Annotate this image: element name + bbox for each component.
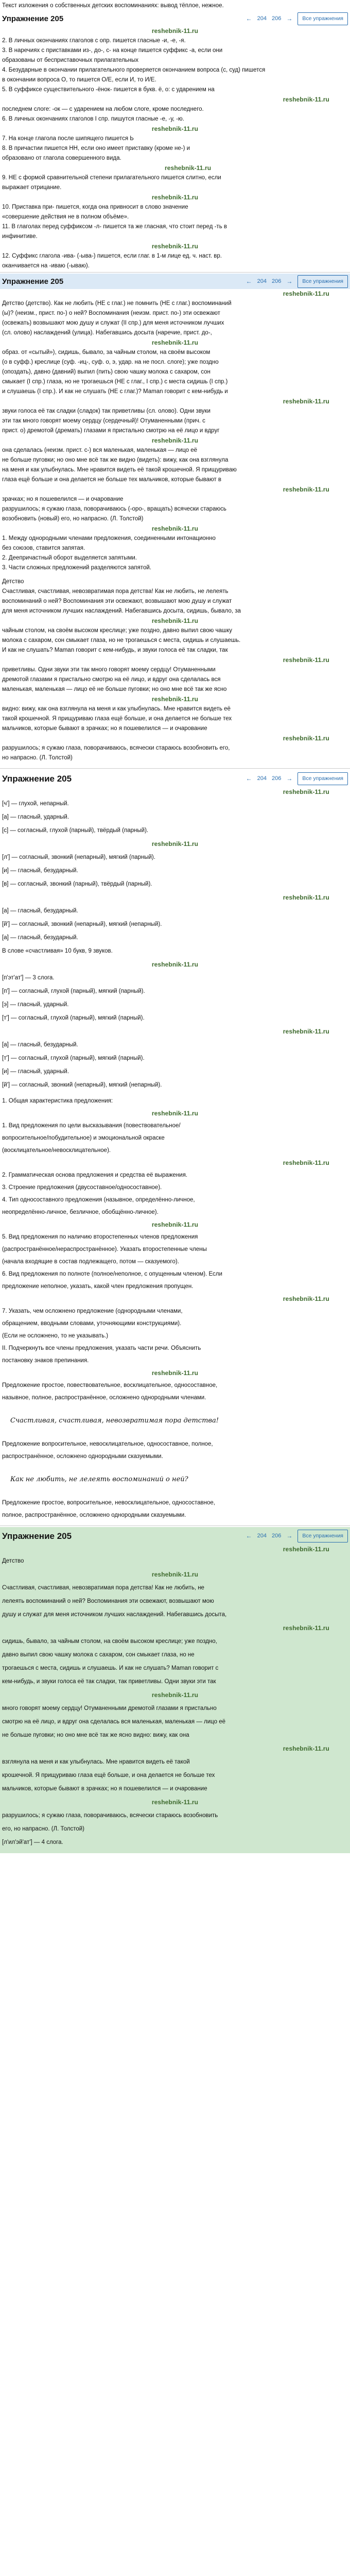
next-arrow-icon[interactable]: → — [286, 14, 293, 22]
watermark: reshebnik-11.ru — [283, 788, 329, 795]
text-line: (ы)? (неизм., прист. по-) о ней? Воспоминания (неизм. прист. по-) эти освежают — [2, 310, 220, 316]
watermark: reshebnik-11.ru — [151, 339, 199, 346]
text-line: [а] — гласный, ударный. — [2, 814, 69, 820]
watermark: reshebnik-11.ru — [283, 1624, 329, 1632]
text-line: [а] — гласный, безударный. — [2, 935, 78, 941]
text-line: не больше пуговки; но оно мне всё так же видно (видеть): вижу, как она взглянула — [2, 457, 229, 463]
text-line: она сделалась (неизм. прист. с-) вся маленькая, маленькая — лицо её — [2, 447, 198, 453]
watermark: reshebnik-11.ru — [283, 486, 329, 493]
text-line: (начала входящие в состав подлежащего, потом — сказуемого). — [2, 1259, 179, 1265]
text-line: мальчиков, которые бывают в зрачках; но я пошевелился — и очарование — [2, 1786, 207, 1792]
text-line: и слушаешь (I спр.). И как не слушать (НЕ с глаг.)? Маman говорит с кем-нибудь и — [2, 388, 228, 395]
watermark: reshebnik-11.ru — [151, 840, 199, 848]
text-line: 12. Суффикс глагола -ива- (-ыва-) пишется, если глаг. в 1-м лице ед. ч. наст. вр. — [2, 253, 222, 259]
text-line: 2. Деепричастный оборот выделяется запятыми. — [2, 555, 137, 561]
text-line: [й'] — согласный, звонкий (непарный), мягкий (непарный). — [2, 1082, 162, 1088]
text-line: крошечной. Я прищуриваю глаза ещё больше, и она делается не больше тех — [2, 1772, 215, 1778]
text-line: приветливы. Одни звуки эти так много говорят моему сердцу! Отуманенными — [2, 667, 216, 673]
text-line: 2. В личных окончаниях глаголов с опр. пишется гласные -и, -е, -я. — [2, 38, 186, 44]
text-line: образ. от «сытый»), сидишь, бывало, за чайным столом, на своём высоком — [2, 349, 211, 355]
text-line: выражает отрицание. — [2, 184, 62, 191]
text-line: 3. Части сложных предложений разделяются запятой. — [2, 565, 151, 571]
watermark: reshebnik-11.ru — [283, 290, 329, 297]
all-exercises-button[interactable]: Все упражнения — [297, 772, 348, 785]
divider — [0, 768, 350, 769]
prev-arrow-icon[interactable]: ← — [246, 1532, 252, 1539]
watermark: reshebnik-11.ru — [151, 961, 199, 968]
text-line: [и] — гласный, ударный. — [2, 1069, 69, 1075]
watermark: reshebnik-11.ru — [151, 1571, 199, 1578]
text-line: Счастливая, счастливая, невозвратимая пора детства! Как не любить, не лелеять — [2, 588, 229, 595]
watermark: reshebnik-11.ru — [283, 1745, 329, 1752]
section-title: Детство — [2, 1558, 24, 1564]
text-line: глаза ещё больше и она делается не больше тех мальчиков, которые бывают в — [2, 477, 221, 483]
text-line: взглянула на меня и как улыбнулась. Мне нравится видеть её такой — [2, 1759, 190, 1765]
watermark: reshebnik-11.ru — [151, 1369, 199, 1377]
exercise-title: Упражнение 205 — [2, 773, 72, 784]
text-line: воспоминаний о ней? Воспоминания эти освежают, возвышают мою душу и служат — [2, 598, 232, 604]
text-line: предложение неполное, указать, какой член предложения пропущен. — [2, 1283, 194, 1290]
next-arrow-icon[interactable]: → — [286, 277, 293, 285]
text-line: полное, распространённое, осложнено однородными сказуемыми. — [2, 1512, 186, 1518]
text-line: 6. Вид предложения по полноте (полное/неполное, с опущенным членом). Если — [2, 1271, 222, 1277]
text-line: (распространённое/нераспространённое). Указать второстепенные члены — [2, 1246, 207, 1252]
text-line: зрачках; но я пошевелился — и очарование — [2, 496, 124, 502]
text-line: оканчивается на -иваю (-ываю). — [2, 263, 90, 269]
text-line: его, но напрасно. (Л. Толстой) — [2, 1826, 85, 1832]
text-line: [т'] — согласный, глухой (парный), мягкий (парный). — [2, 1015, 145, 1021]
syntax-analysis — [0, 1095, 350, 1521]
rules-list — [0, 36, 350, 271]
prev-link[interactable]: 204 — [257, 278, 267, 284]
watermark: reshebnik-11.ru — [151, 1799, 199, 1806]
text-line: [п'эт'ат'] — 3 слога. — [2, 975, 55, 981]
exercise-title: Упражнение 205 — [2, 1531, 72, 1541]
text-line: кем-нибудь, и звуки голоса её так сладки, так приветливы. Одни звуки эти так — [2, 1679, 216, 1685]
text-line: Счастливая, счастливая, невозвратимая пора детства! Как не любить, не — [2, 1585, 204, 1591]
text-line: 11. В глаголах перед суффиксом -л- пишется та же гласная, что стоит перед -ть в — [2, 224, 227, 230]
text-line: трогаешься с места, сидишь и слушаешь. И как не слушать? Maman говорит с — [2, 1665, 219, 1671]
text-line: лелеять воспоминаний о ней? Воспоминания эти освежают, возвышают мою — [2, 1598, 214, 1604]
text-line: (о в суфф.) креслице (суф. -иц-, суф. о, э, удар. на не посл. слоге); уже поздно — [2, 359, 219, 365]
text-line: инфинитиве. — [2, 233, 38, 240]
text-line: 3. В наречиях с приставками из-, до-, с- на конце пишется суффикс -а, если они — [2, 47, 223, 54]
childhood-text — [0, 577, 350, 763]
sentence-scheme: Как не любить, не лелеять воспоминаний о ней? — [10, 1476, 188, 1483]
text-line: звуки голоса её так сладки (сладок) так приветливы (сл. олово). Одни звуки — [2, 408, 211, 414]
watermark: reshebnik-11.ru — [151, 696, 199, 703]
phonetic-analysis — [0, 797, 350, 1092]
watermark: reshebnik-11.ru — [283, 735, 329, 742]
watermark: reshebnik-11.ru — [151, 1221, 199, 1228]
exercise-header — [0, 770, 350, 787]
text-line: [в] — согласный, звонкий (парный), твёрдый (парный). — [2, 881, 152, 887]
text-line: [ч'] — глухой, непарный. — [2, 801, 69, 807]
text-line: [э] — гласный, ударный. — [2, 1002, 69, 1008]
text-line: Предложение простое, повествовательное, восклицательное, односоставное, — [2, 1382, 218, 1388]
text-line: 6. В личных окончаниях глаголов I спр. пишутся гласные -е, -у, -ю. — [2, 116, 184, 122]
next-link[interactable]: 206 — [272, 1532, 282, 1539]
text-line: мальчиков, которые бывают в зрачках; но я пошевелился — и очарование — [2, 725, 207, 732]
text-line: молока с сахаром, сон смыкает глаза, но не трогаешься с места, сидишь и слушаешь. — [2, 637, 241, 643]
text-line: смотрю на её лицо, и вдруг она сделалась вся маленькая, маленькая — лицо её — [2, 1719, 225, 1725]
text-line: [п'] — согласный, глухой (парный), мягкий (парный). — [2, 988, 145, 994]
text-line: неопределённо-личное, безличное, обобщённо-личное). — [2, 1209, 159, 1215]
prev-link[interactable]: 204 — [257, 775, 267, 782]
text-line: 10. Приставка при- пишется, когда она привносит в слово значение — [2, 204, 188, 210]
watermark: reshebnik-11.ru — [283, 1159, 329, 1166]
text-line: без союзов, ставится запятая. — [2, 545, 85, 551]
next-arrow-icon[interactable]: → — [286, 1532, 293, 1539]
next-arrow-icon[interactable]: → — [286, 774, 293, 782]
sentence-scheme: Счастливая, счастливая, невозвратимая пора детства! — [10, 1417, 219, 1425]
text-line: [а] — гласный, безударный. — [2, 908, 78, 914]
text-line: но напрасно. (Л. Толстой) — [2, 755, 73, 761]
watermark: reshebnik-11.ru — [151, 437, 199, 444]
exercise-title: Упражнение 205 — [2, 14, 64, 23]
all-exercises-button[interactable]: Все упражнения — [297, 12, 348, 25]
text-line: 3. Строение предложения (двусоставное/односоставное). — [2, 1184, 162, 1191]
all-exercises-button[interactable]: Все упражнения — [297, 1530, 348, 1543]
watermark: reshebnik-11.ru — [283, 1546, 329, 1553]
text-line: распространённое, осложнено однородными сказуемыми. — [2, 1453, 163, 1460]
text-line: «совершение действия не в полном объёме». — [2, 214, 129, 220]
text-line: 7. На конце глагола после шипящего пишется Ь — [2, 135, 134, 142]
watermark: reshebnik-11.ru — [283, 894, 329, 901]
text-line: [с] — согласный, глухой (парный), твёрдый (парный). — [2, 827, 149, 834]
text-line: такой крошечной. Я прищуриваю глаза ещё больше, и она делается не больше тех — [2, 716, 232, 722]
next-link[interactable]: 206 — [272, 15, 282, 22]
text-line: разрушилось; я сужаю глаза, поворачиваюсь (-оро-, вращать) всячески стараюсь — [2, 506, 226, 512]
prev-link[interactable]: 204 — [257, 15, 267, 22]
text-line: постановку знаков препинания. — [2, 1358, 89, 1364]
watermark: reshebnik-11.ru — [151, 27, 199, 35]
text-line: 5. Вид предложения по наличию второстепенных членов предложения — [2, 1234, 198, 1240]
text-line: Предложение простое, вопросительное, невосклицательное, односоставное, — [2, 1500, 216, 1506]
watermark: reshebnik-11.ru — [151, 1691, 199, 1699]
final-text — [0, 1554, 350, 1853]
text-line: вопросительное/побудительное) и эмоциональной окраске — [2, 1135, 165, 1141]
text-line: 5. В суффиксе существительного -ёнок- пишется в букв. ё, о: с ударением на — [2, 87, 215, 93]
exercise-header — [0, 274, 350, 289]
all-exercises-button[interactable]: Все упражнения — [297, 275, 348, 288]
text-line: чайным столом, на своём высоком креслице; уже поздно, давно выпил свою чашку — [2, 628, 232, 634]
watermark: reshebnik-11.ru — [151, 617, 199, 624]
text-line: 2. Грамматическая основа предложения и средства её выражения. — [2, 1172, 188, 1178]
text-line: В слове «счастливая» 10 букв, 9 звуков. — [2, 948, 113, 954]
text-line: давно выпил свою чашку молока с сахаром, сон смыкает глаза, но не — [2, 1652, 195, 1658]
prev-arrow-icon[interactable]: ← — [246, 774, 252, 782]
exercise-nav — [246, 1530, 348, 1543]
text-line: И как не слушать? Maman говорит с кем-нибудь, и звуки голоса её так сладки, так — [2, 647, 228, 653]
text-line: сидишь, бывало, за чайным столом, на своём высоком креслице; уже поздно, — [2, 1638, 217, 1645]
text-line: Предложение вопросительное, невосклицательное, односоставное, полное, — [2, 1441, 213, 1447]
text-line: [л'ил'эй'ат'] — 4 слога. — [2, 1839, 63, 1845]
watermark: reshebnik-11.ru — [165, 164, 212, 172]
text-line: возобновить (новый) его, но напрасно. (Л. Толстой) — [2, 516, 144, 522]
text-line: [т'] — согласный, глухой (парный), мягкий (парный). — [2, 1055, 145, 1061]
exercise-nav — [246, 12, 348, 25]
text-line: (восклицательное/невосклицательное). — [2, 1147, 111, 1154]
text-line: назывное, полное, распространённое, осложнено однородными членами. — [2, 1395, 206, 1401]
watermark: reshebnik-11.ru — [151, 1110, 199, 1117]
top-section — [0, 0, 350, 11]
text-line: 4. Безударные в окончании прилагательного проверяется окончанием вопроса (с, суд) пишется — [2, 67, 266, 73]
analysis-text — [0, 299, 350, 573]
exercise-nav — [246, 772, 348, 785]
text-line: (Если не осложнено, то не указывать.) — [2, 1333, 109, 1339]
text-line: [а] — гласный, безударный. — [2, 1042, 78, 1048]
text-line: (освежать) возвышают мою душу и служат (II спр.) для меня источником лучших — [2, 320, 224, 326]
section-title: Детство — [2, 579, 24, 585]
text-line: много говорят моему сердцу! Отуманенными дремотой глазами я пристально — [2, 1705, 217, 1711]
watermark: reshebnik-11.ru — [151, 194, 199, 201]
watermark: reshebnik-11.ru — [283, 96, 329, 103]
text-line: 1. Вид предложения по цели высказывания (повествовательное/ — [2, 1123, 181, 1129]
text-line: прист. о) дремотой (дремать) глазами я пристально смотрю на её лицо и вдруг — [2, 428, 220, 434]
text-line: для меня источником лучших наслаждений. Набегавшись досыта, сидишь, бывало, за — [2, 608, 241, 614]
text-line: [й'] — согласный, звонкий (непарный), мягкий (непарный). — [2, 921, 162, 927]
exercise-header — [0, 1527, 350, 1545]
watermark: reshebnik-11.ru — [151, 125, 199, 132]
text-line: не больше пуговки; но оно мне всё так же ясно видно: вижу, как она — [2, 1732, 189, 1738]
text-line: видно: вижу, как она взглянула на меня и как улыбнулась. Мне нравится видеть её — [2, 706, 231, 712]
text-line: [и] — гласный, безударный. — [2, 868, 78, 874]
text-line: Текст изложения о собственных детских воспоминаниях: вывод тёплое, нежное. — [2, 3, 224, 9]
text-line: в окончании вопроса О, то пишется О/Е, если И, то И/Е. — [2, 77, 156, 83]
prev-link[interactable]: 204 — [257, 1532, 267, 1539]
text-line: II. Подчеркнуть все члены предложения, указать части речи. Объяснить — [2, 1345, 201, 1351]
text-line: 7. Указать, чем осложнено предложение (однородными членами, — [2, 1308, 183, 1314]
text-line: (опоздать), давно (давний) выпил (пить) свою чашку молока с сахаром, сон — [2, 369, 211, 375]
watermark: reshebnik-11.ru — [283, 1028, 329, 1035]
text-line: обращением, вводными словами, уточняющими конструкциями). — [2, 1320, 182, 1327]
next-link[interactable]: 206 — [272, 278, 282, 284]
text-line: Детство (детство). Как не любить (НЕ с глаг.) не помнить (НЕ с глаг.) воспоминаний — [2, 300, 232, 307]
watermark: reshebnik-11.ru — [283, 1295, 329, 1302]
text-line: образовано от глагола совершенного вида. — [2, 155, 121, 161]
exercise-title: Упражнение 205 — [2, 277, 64, 286]
text-line: разрушилось; я сужаю глаза, поворачиваюсь, всячески стараюсь возобновить — [2, 1812, 218, 1819]
text-line: маленькая, маленькая — лицо её не больше пуговки; но оно мне всё так же ясно — [2, 686, 227, 692]
watermark: reshebnik-11.ru — [283, 398, 329, 405]
text-line: душу и служат для меня источником лучших наслаждений. Набегавшись досыта, — [2, 1612, 227, 1618]
text-line: 8. В причастии пишется НН, если оно имеет приставку (кроме не-) и — [2, 145, 190, 151]
divider — [0, 272, 350, 273]
text-line: смыкает (I спр.) глаза, но не трогаешься (НЕ с глаг., I спр.) с места сидишь (I спр.) — [2, 379, 228, 385]
text-line: [л'] — согласный, звонкий (непарный), мягкий (парный). — [2, 854, 155, 860]
text-line: образованы от бесприставочных прилагательных — [2, 57, 139, 63]
watermark: reshebnik-11.ru — [151, 525, 199, 532]
prev-arrow-icon[interactable]: ← — [246, 14, 252, 22]
text-line: разрушилось; я сужаю глаза, поворачиваюсь, всячески стараюсь возобновить его, — [2, 745, 230, 751]
text-line: (сл. олово) наслаждений (улица). Набегавшись досыта (наречие, прист. до-, — [2, 330, 212, 336]
text-line: эти так много говорят моему сердцу (сердечный)! Отуманенными (прич. с — [2, 418, 205, 424]
next-link[interactable]: 206 — [272, 775, 282, 782]
watermark: reshebnik-11.ru — [283, 656, 329, 664]
prev-arrow-icon[interactable]: ← — [246, 277, 252, 285]
text-line: дремотой глазами я пристально смотрю на её лицо, и вдруг она сделалась вся — [2, 676, 221, 683]
exercise-nav — [246, 275, 348, 288]
text-line: 1. Между однородными членами предложения, соединенными интонационно — [2, 535, 216, 541]
text-line: 1. Общая характеристика предложения: — [2, 1098, 113, 1104]
exercise-header — [0, 11, 350, 26]
text-line: на меня и как улыбнулась. Мне нравится видеть её такой крошечной. Я прищуриваю — [2, 467, 237, 473]
text-line: 9. НЕ с формой сравнительной степени прилагательного пишется слитно, если — [2, 175, 221, 181]
text-line: 4. Тип односоставного предложения (назывное, определённо-личное, — [2, 1197, 195, 1203]
text-line: последнем слоге: -ок — с ударением на любом слоге, кроме последнего. — [2, 106, 204, 112]
final-section — [0, 1527, 350, 1853]
watermark: reshebnik-11.ru — [151, 243, 199, 250]
